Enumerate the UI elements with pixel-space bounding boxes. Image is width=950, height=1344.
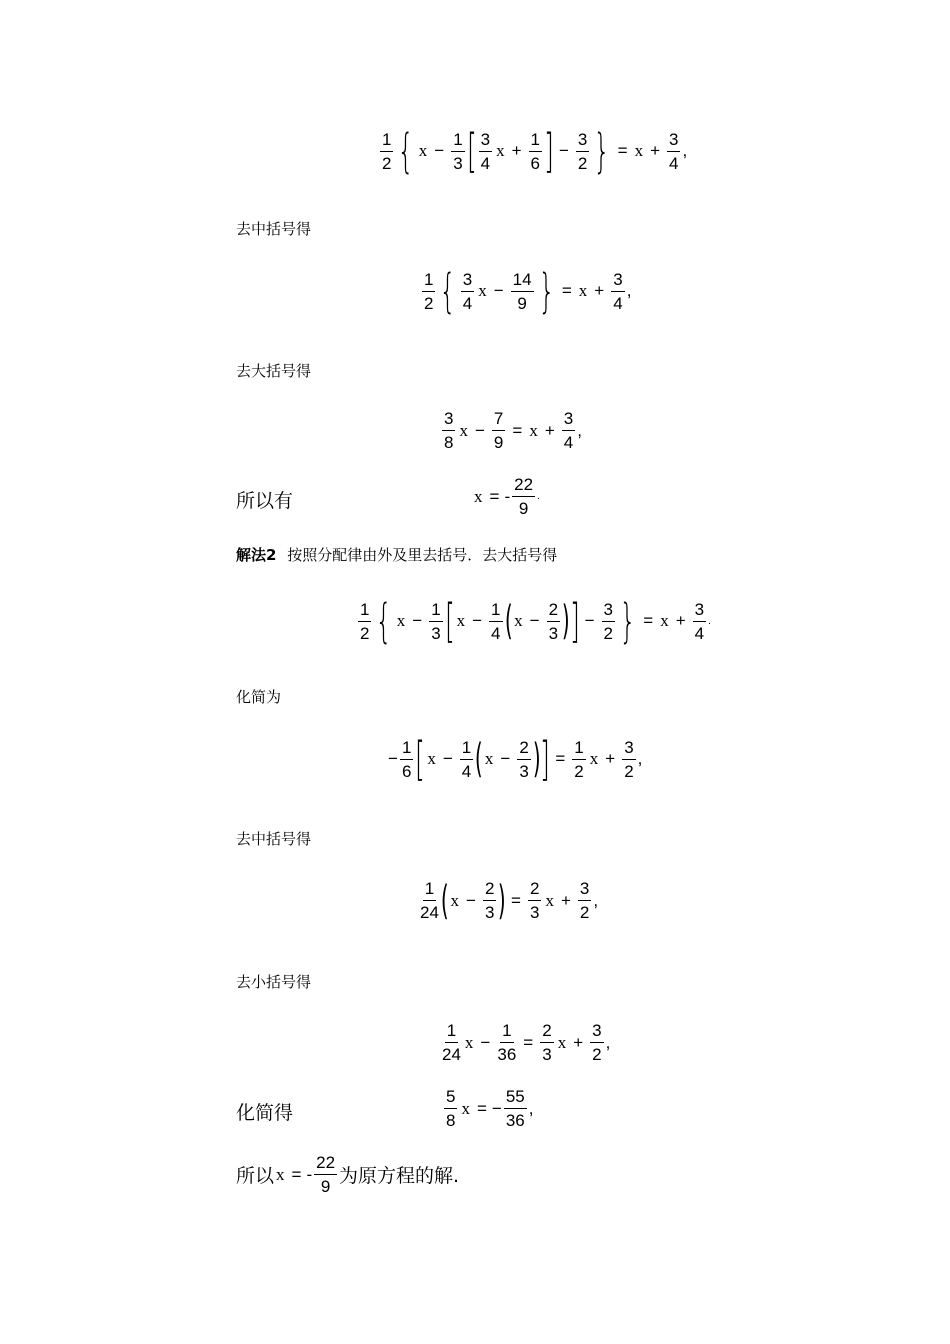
method-2-heading: [236, 544, 557, 565]
step-remove-parens: 去小括号得: [236, 973, 312, 991]
method-2-label: 解法2: [236, 546, 277, 564]
equation-6: − $\frac{1}{6}$ [ x − $\frac{1}{4}$ ( x − $\frac{2}{3}$ ) ] = $\frac{1}{2}$ x + $\frac{3}{2}$ ,: [388, 732, 643, 786]
equation-8: $\frac{1}{24}$ x − $\frac{1}{36}$ = $\frac{2}{3}$ x + $\frac{3}{2}$ ,: [442, 1021, 611, 1064]
step-therefore: 所以有: [236, 490, 294, 512]
step-simplify-1: 化简为: [236, 688, 282, 706]
conclusion-prefix: 所以: [236, 1165, 275, 1187]
equation-4: x = - $\frac{22}{9}$ .: [474, 475, 540, 518]
step-remove-brackets-1: 去中括号得: [236, 220, 312, 238]
conclusion: [236, 1154, 459, 1195]
equation-7: $\frac{1}{24}$ ( x − $\frac{2}{3}$ ) = $\frac{2}{3}$ x + $\frac{3}{2}$ ,: [420, 877, 599, 924]
equation-9: $\frac{5}{8}$ x = − $\frac{55}{36}$ ,: [446, 1087, 534, 1130]
conclusion-equation: x = - $\frac{22}{9}$: [276, 1153, 336, 1196]
equation-1: $\frac{1}{2}$ { x − $\frac{1}{3}$ [ $\frac{3}{4}$ x + $\frac{1}{6}$ ] − $\frac{3}{2}$ } = x + $\frac{3}{4}$ ,: [382, 124, 688, 178]
method-2-description: 按照分配律由外及里去括号．去大括号得: [287, 546, 558, 564]
equation-3: $\frac{3}{8}$ x − $\frac{7}{9}$ = x + $\frac{3}{4}$ ,: [444, 409, 582, 452]
step-remove-braces: 去大括号得: [236, 362, 312, 380]
step-simplify-2: 化简得: [236, 1102, 294, 1124]
equation-2: $\frac{1}{2}$ { $\frac{3}{4}$ x − $\frac{14}{9}$ } = x + $\frac{3}{4}$ ,: [424, 264, 632, 318]
step-remove-brackets-2: 去中括号得: [236, 830, 312, 848]
conclusion-suffix: 为原方程的解.: [339, 1165, 460, 1187]
equation-5: $\frac{1}{2}$ { x − $\frac{1}{3}$ [ x − $\frac{1}{4}$ ( x − $\frac{2}{3}$ ) ] − $\frac{3}{2}$ } = x + $\frac{3}{4}$ .: [360, 594, 711, 648]
